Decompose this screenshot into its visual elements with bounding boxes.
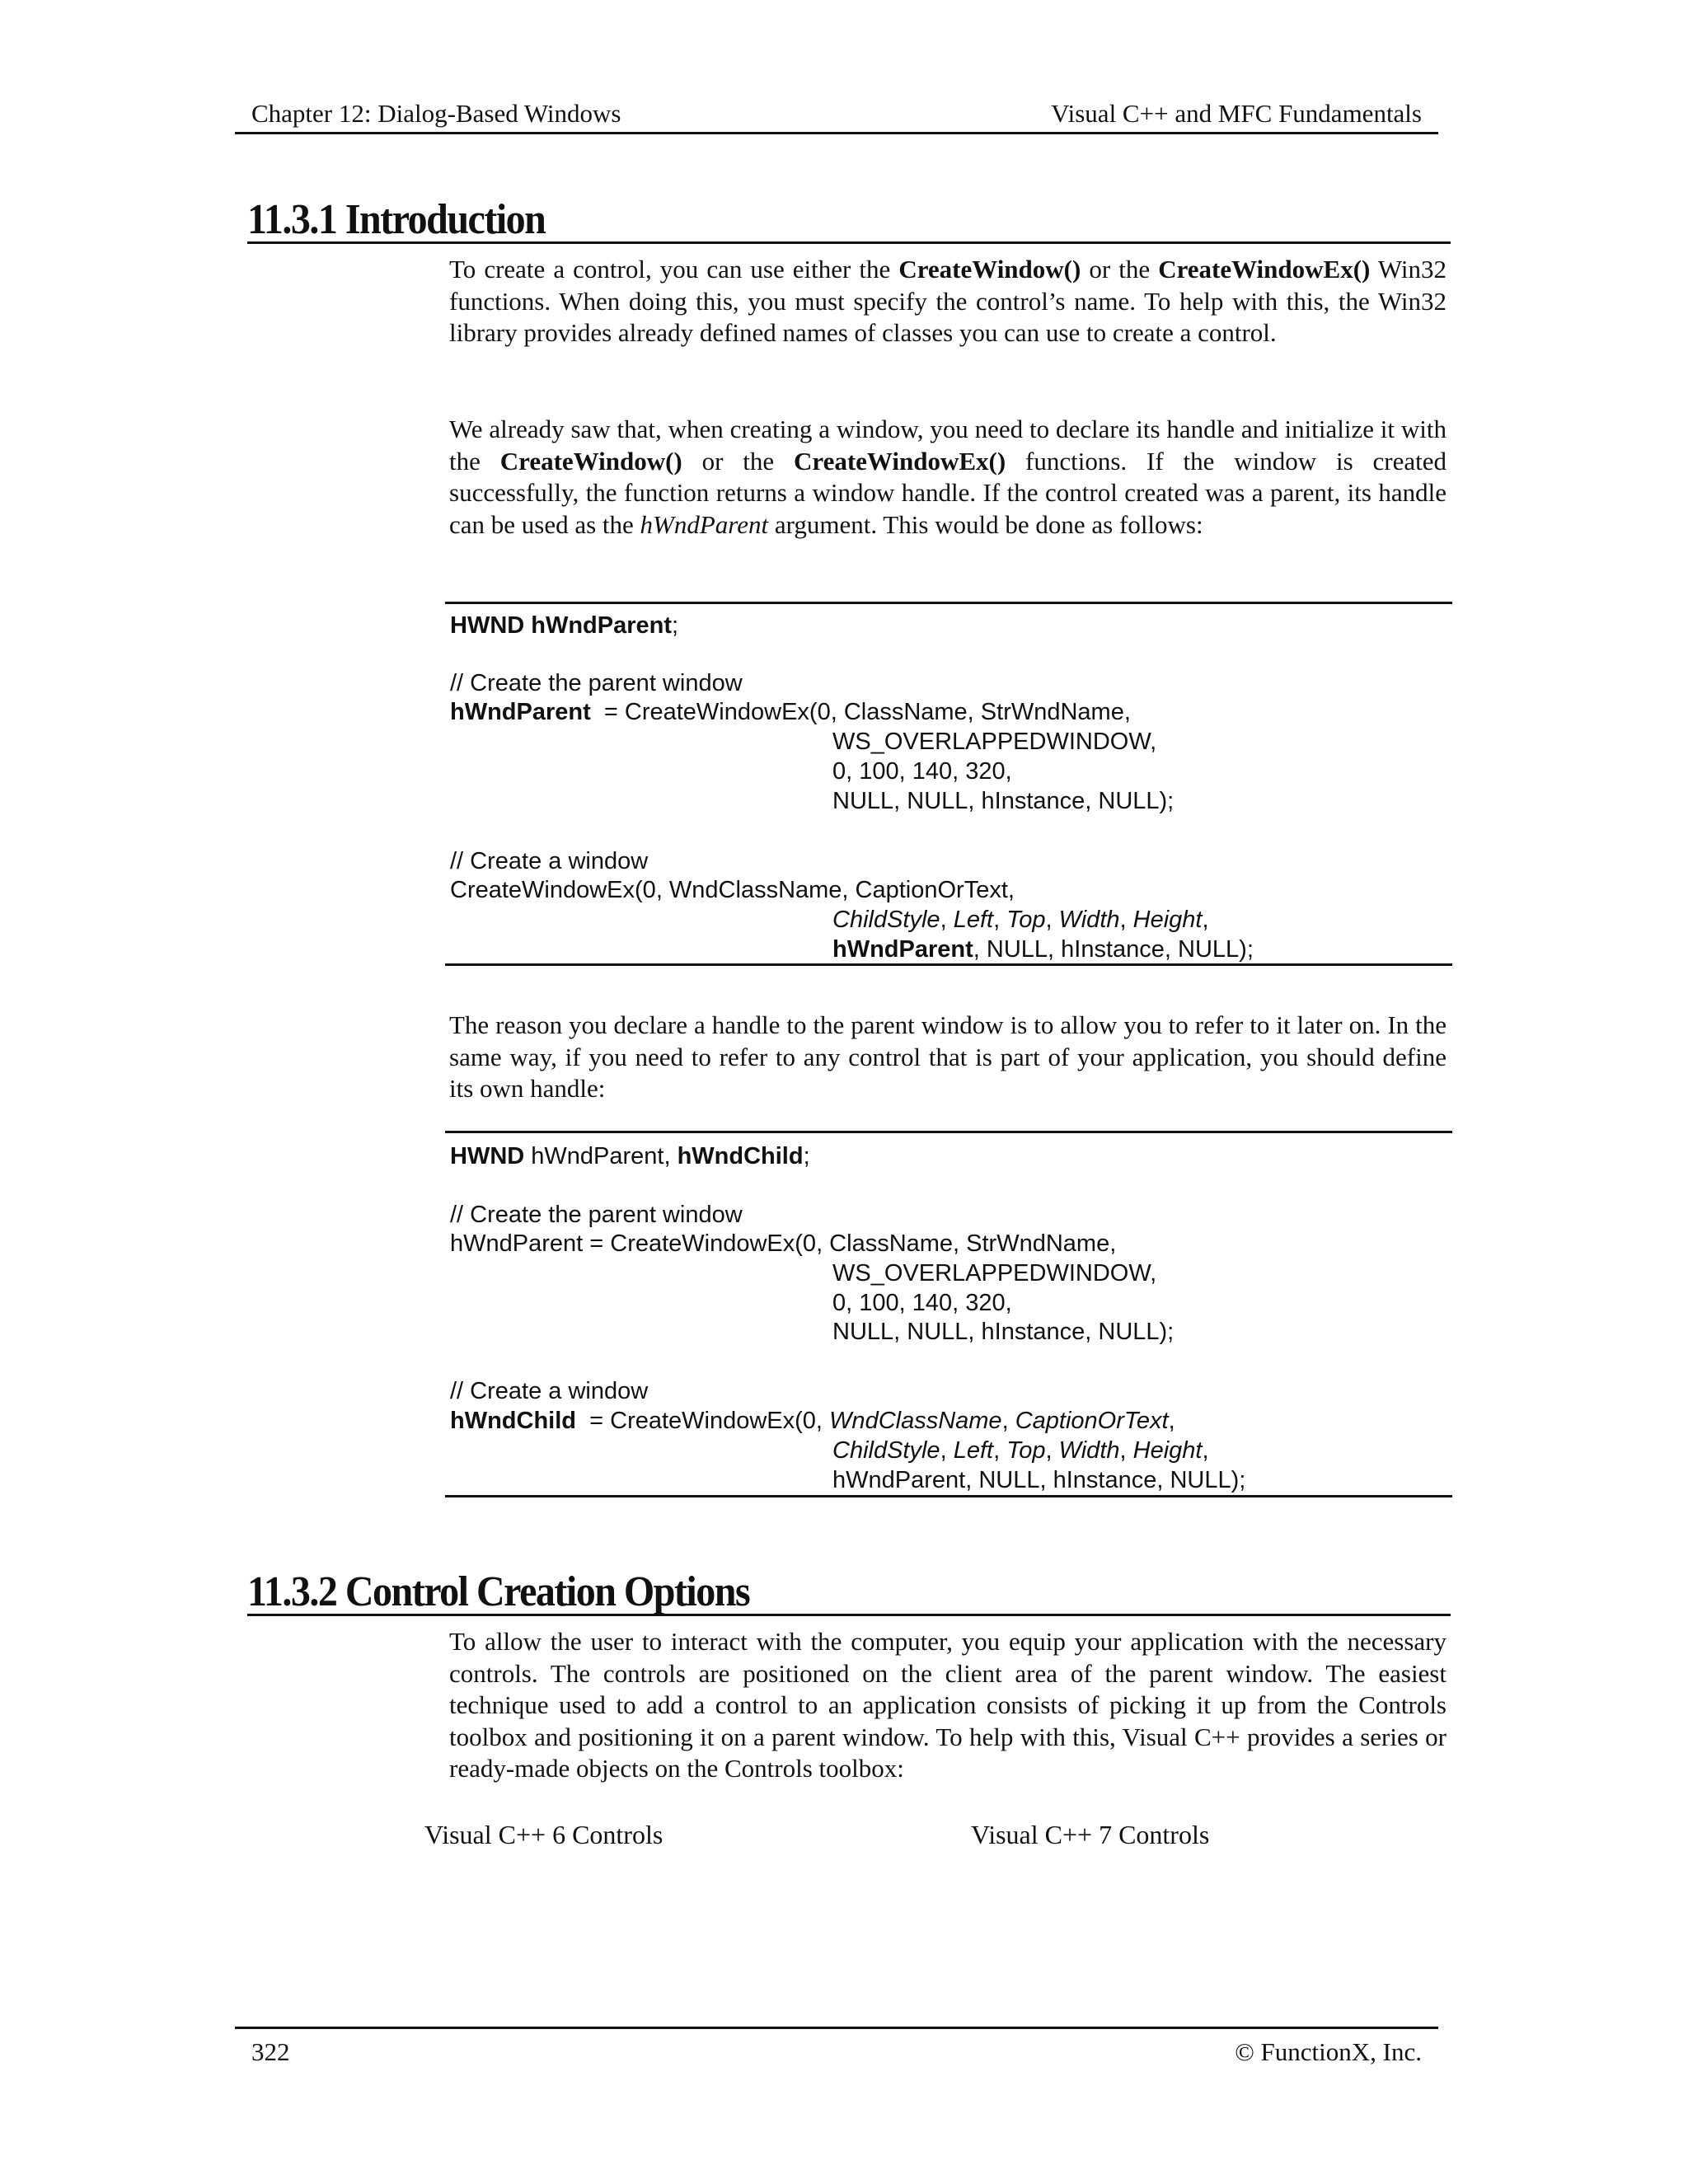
code-italic: Top [1006, 907, 1046, 933]
code-italic: Height [1132, 1437, 1203, 1464]
page-number: 322 [251, 2037, 290, 2066]
running-header [235, 97, 1438, 134]
function-name: CreateWindowEx() [794, 446, 1006, 476]
code-line: 0, 100, 140, 320, [832, 1290, 1012, 1316]
code-text: , [1168, 1408, 1175, 1434]
code-italic: ChildStyle [832, 907, 940, 933]
figure-label-vc7-controls: Visual C++ 7 Controls [971, 1820, 1210, 1849]
copyright-notice: © FunctionX, Inc. [1235, 2037, 1422, 2066]
code-text: , [940, 1437, 954, 1464]
section-heading-introduction [247, 196, 1451, 244]
code-text: , [993, 1437, 1007, 1464]
code-italic: Width [1058, 1437, 1120, 1464]
code-line [450, 612, 678, 640]
code-comment: // Create a window [450, 848, 649, 874]
code-line: hWndParent = CreateWindowEx(0, ClassName, StrWndName, [450, 1230, 1117, 1257]
code-text: , [1119, 1437, 1133, 1464]
code-line: 0, 100, 140, 320, [832, 758, 1012, 785]
header-chapter-title: Chapter 12: Dialog-Based Windows [251, 99, 621, 128]
text-run: Win32 functions. When doing this, you must specify the control’s name. To help with this, the Win32 library provides already defined names of classes you can use to create a control. [449, 255, 1447, 347]
code-comment: // Create the parent window [450, 670, 743, 696]
code-italic: Left [953, 1437, 994, 1464]
code-text: hWndParent, [524, 1143, 678, 1169]
code-text: , [1045, 907, 1059, 933]
code-block-2 [445, 1131, 1452, 1497]
paragraph-text: To allow the user to interact with the computer, you equip your application with the necessary controls. The controls are positioned on the client area of the parent window. The easiest technique used to add a control to an application consists of picking it up from the Controls toolbox and positioning it on a parent window. To help with this, Visual C++ provides a series or ready-made objects on the Controls toolbox: [449, 1627, 1447, 1783]
intro-paragraph-1 [449, 254, 1447, 349]
options-paragraph-1 [449, 1626, 1447, 1785]
section-heading-text: 11.3.2 Control Creation Options [247, 1568, 750, 1616]
code-text: , NULL, hInstance, NULL); [973, 936, 1254, 963]
code-line: CreateWindowEx(0, WndClassName, CaptionOrText, [450, 877, 1015, 903]
code-italic: ChildStyle [832, 1437, 940, 1464]
figure-label-vc6-controls: Visual C++ 6 Controls [424, 1820, 663, 1849]
code-line [832, 1437, 1209, 1465]
code-text: , [1001, 1408, 1015, 1434]
code-text: ; [672, 612, 679, 639]
code-italic: CaptionOrText [1015, 1408, 1169, 1434]
text-run: argument. This would be done as follows: [768, 509, 1203, 539]
argument-name: hWndParent [640, 509, 769, 539]
text-run: To create a control, you can use either the [449, 255, 899, 284]
code-line: hWndParent, NULL, hInstance, NULL); [832, 1467, 1246, 1493]
code-text: = CreateWindowEx(0, ClassName, StrWndName, [590, 699, 1131, 725]
header-book-title: Visual C++ and MFC Fundamentals [1051, 99, 1422, 128]
code-line [450, 699, 1131, 726]
code-text: = CreateWindowEx(0, [576, 1408, 830, 1434]
text-run: functions. If the window is created successfully, the function returns a window handle. If the control created was a parent, its handle can be used as the [449, 446, 1447, 539]
section-heading-control-creation-options [247, 1568, 1451, 1616]
code-text: , [1045, 1437, 1059, 1464]
function-name: CreateWindow() [898, 255, 1081, 284]
code-text: , [1202, 907, 1209, 933]
code-bold: hWndChild [450, 1408, 577, 1434]
code-line: NULL, NULL, hInstance, NULL); [832, 1319, 1175, 1345]
paragraph-text: The reason you declare a handle to the parent window is to allow you to refer to it later on. In the same way, if you need to refer to any control that is part of your application, you should define its own handle: [449, 1010, 1447, 1103]
code-text: , [940, 907, 954, 933]
code-italic: Width [1058, 907, 1120, 933]
code-comment: // Create the parent window [450, 1202, 743, 1228]
code-bold: hWndChild [677, 1143, 804, 1169]
code-italic: Left [953, 907, 994, 933]
intro-paragraph-3 [449, 1010, 1447, 1105]
code-italic: Top [1006, 1437, 1046, 1464]
code-line [832, 907, 1209, 934]
code-text: , [1119, 907, 1133, 933]
code-italic: WndClassName [829, 1408, 1002, 1434]
code-bold: hWndParent [450, 699, 591, 725]
section-heading-text: 11.3.1 Introduction [247, 195, 546, 244]
code-line [450, 1143, 810, 1170]
code-bold: hWndParent [832, 936, 973, 963]
code-italic: Height [1132, 907, 1203, 933]
code-line: WS_OVERLAPPEDWINDOW, [832, 729, 1157, 755]
running-footer [235, 2027, 1438, 2070]
code-line: NULL, NULL, hInstance, NULL); [832, 788, 1175, 814]
code-text: , [993, 907, 1007, 933]
code-line: WS_OVERLAPPEDWINDOW, [832, 1260, 1157, 1286]
code-text: ; [803, 1143, 810, 1169]
code-bold: HWND [450, 1143, 525, 1169]
text-run: or the [1081, 255, 1159, 284]
code-line [832, 936, 1254, 963]
text-run: or the [682, 446, 794, 476]
code-comment: // Create a window [450, 1378, 649, 1404]
function-name: CreateWindowEx() [1158, 255, 1371, 284]
code-bold: HWND hWndParent [450, 612, 673, 639]
code-block-1 [445, 602, 1452, 966]
function-name: CreateWindow() [499, 446, 682, 476]
code-line [450, 1408, 1175, 1435]
intro-paragraph-2 [449, 414, 1447, 541]
text-run: We already saw that, when creating a window, you need to declare its handle and initialize it with the [449, 415, 1447, 476]
code-text: , [1202, 1437, 1209, 1464]
